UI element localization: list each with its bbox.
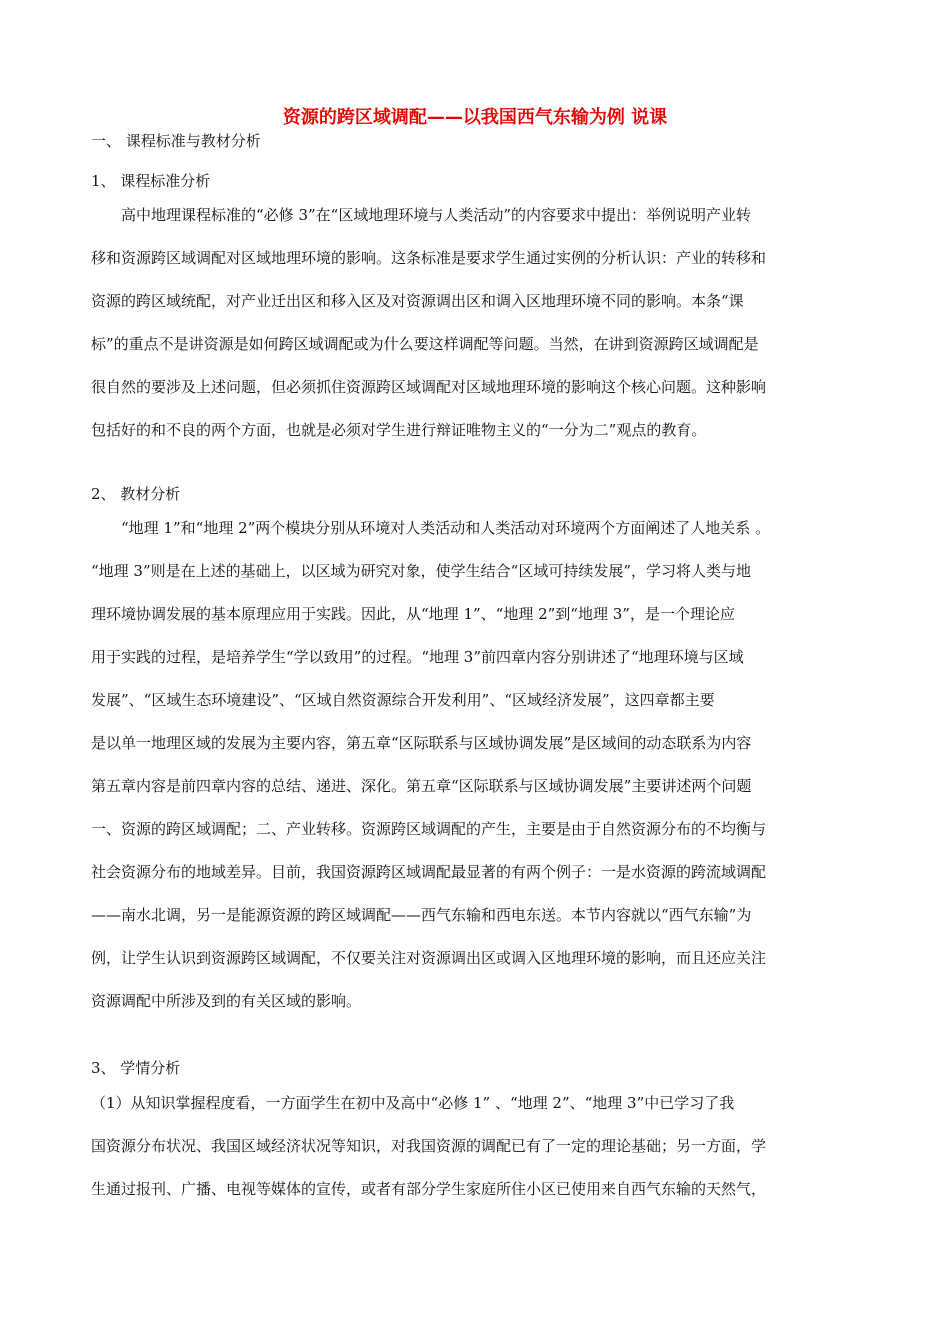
text-line: 用于实践的过程，是培养学生“学以致用”的过程。“地理 3”前四章内容分别讲述了“地理环境与区域 xyxy=(91,648,744,666)
text-line: 很自然的要涉及上述问题，但必须抓住资源跨区域调配对区域地理环境的影响这个核心问题。这种影响 xyxy=(91,378,767,396)
paragraph-student-analysis xyxy=(91,1082,861,1211)
text-line: 社会资源分布的地域差异。目前，我国资源跨区域调配最显著的有两个例子：一是水资源的跨流域调配 xyxy=(91,863,767,881)
text-line: 移和资源跨区域调配对区域地理环境的影响。这条标准是要求学生通过实例的分析认识：产业的转移和 xyxy=(91,249,767,267)
text-line: “地理 3”则是在上述的基础上，以区域为研究对象，使学生结合“区域可持续发展”，学习将人类与地 xyxy=(91,562,751,580)
document-title: 资源的跨区域调配——以我国西气东输为例 说课 xyxy=(282,107,668,128)
text-line: 是以单一地理区域的发展为主要内容，第五章“区际联系与区域协调发展”是区域间的动态联系为内容 xyxy=(91,734,752,752)
text-line: 第五章内容是前四章内容的总结、递进、深化。第五章“区际联系与区域协调发展”主要讲述两个问题 xyxy=(91,777,752,795)
text-line: 生通过报刊、广播、电视等媒体的宣传，或者有部分学生家庭所住小区已使用来自西气东输的天然气， xyxy=(91,1180,767,1198)
subheading-student-analysis: 3、 学情分析 xyxy=(91,1059,181,1077)
text-line: ——南水北调，另一是能源资源的跨区域调配——西气东输和西电东送。本节内容就以“西气东输”为 xyxy=(91,906,752,924)
text-line: 资源的跨区域统配，对产业迁出区和移入区及对资源调出区和调入区地理环境不同的影响。本条“课 xyxy=(91,292,744,310)
text-line: 高中地理课程标准的“必修 3”在“区域地理环境与人类活动”的内容要求中提出：举例说明产业转 xyxy=(121,206,751,224)
text-line: 例，让学生认识到资源跨区域调配，不仅要关注对资源调出区或调入区地理环境的影响，而且还应关注 xyxy=(91,949,767,967)
text-line: 资源调配中所涉及到的有关区域的影响。 xyxy=(91,992,362,1010)
text-line: 理环境协调发展的基本原理应用于实践。因此，从“地理 1”、“地理 2”到“地理 3”，是一个理论应 xyxy=(91,605,735,623)
paragraph-curriculum-standard xyxy=(91,194,861,452)
paragraph-textbook-analysis xyxy=(91,507,861,1023)
text-line: 发展”、“区域生态环境建设”、“区域自然资源综合开发利用”、“区域经济发展”，这四章都主要 xyxy=(91,691,715,709)
subheading-curriculum-standard: 1、 课程标准分析 xyxy=(91,172,211,190)
text-line: 标”的重点不是讲资源是如何跨区域调配或为什么要这样调配等问题。当然，在讲到资源跨区域调配是 xyxy=(91,335,759,353)
text-line: 国资源分布状况、我国区域经济状况等知识，对我国资源的调配已有了一定的理论基础；另一方面，学 xyxy=(91,1137,767,1155)
text-line: “地理 1”和“地理 2”两个模块分别从环境对人类活动和人类活动对环境两个方面阐述了人地关系 。 xyxy=(121,519,771,537)
text-line: 包括好的和不良的两个方面，也就是必须对学生进行辩证唯物主义的“一分为二”观点的教育。 xyxy=(91,421,707,439)
section-heading-1: 一、 课程标准与教材分析 xyxy=(91,132,261,150)
text-line: （1）从知识掌握程度看，一方面学生在初中及高中“必修 1” 、“地理 2”、“地理 3”中已学习了我 xyxy=(91,1094,735,1112)
subheading-textbook-analysis: 2、 教材分析 xyxy=(91,485,181,503)
text-line: 一、资源的跨区域调配；二、产业转移。资源跨区域调配的产生，主要是由于自然资源分布的不均衡与 xyxy=(91,820,767,838)
